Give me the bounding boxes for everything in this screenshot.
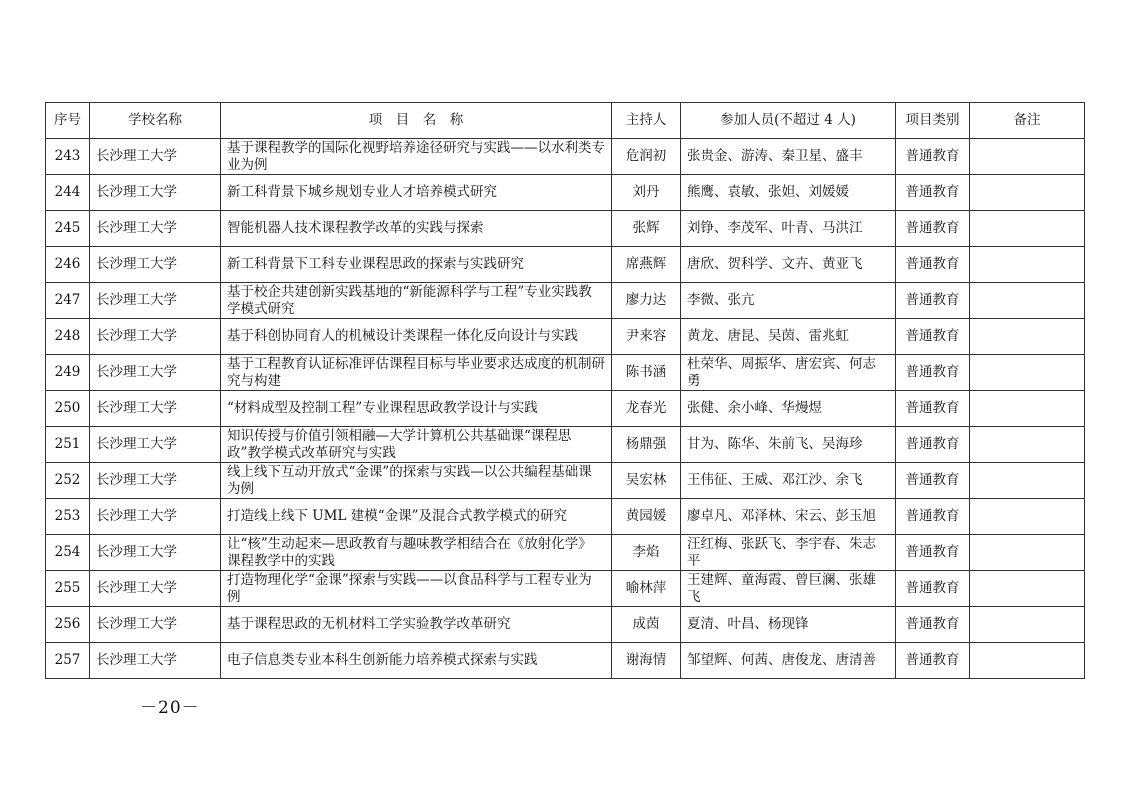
cell-host: 尹来容 (612, 319, 681, 355)
cell-host: 龙春光 (612, 391, 681, 427)
cell-type: 普通教育 (896, 139, 970, 175)
cell-host: 李焰 (612, 535, 681, 571)
cell-no: 243 (46, 139, 90, 175)
cell-no: 247 (46, 283, 90, 319)
cell-school: 长沙理工大学 (90, 463, 221, 499)
cell-type: 普通教育 (896, 283, 970, 319)
cell-school: 长沙理工大学 (90, 499, 221, 535)
header-note: 备注 (970, 103, 1085, 139)
cell-host: 危润初 (612, 139, 681, 175)
cell-school: 长沙理工大学 (90, 283, 221, 319)
cell-school: 长沙理工大学 (90, 247, 221, 283)
table-row (46, 175, 1085, 211)
header-school: 学校名称 (90, 103, 221, 139)
table-row (46, 355, 1085, 391)
cell-type: 普通教育 (896, 643, 970, 679)
table-row (46, 643, 1085, 679)
cell-title: 基于工程教育认证标准评估课程目标与毕业要求达成度的机制研究与构建 (221, 355, 612, 391)
cell-members: 夏清、叶昌、杨现锋 (681, 607, 896, 643)
cell-school: 长沙理工大学 (90, 427, 221, 463)
cell-title: 打造线上线下 UML 建模“金课”及混合式教学模式的研究 (221, 499, 612, 535)
cell-host: 黄园媛 (612, 499, 681, 535)
cell-members: 刘铮、李茂军、叶青、马洪江 (681, 211, 896, 247)
cell-host: 谢海情 (612, 643, 681, 679)
table-row (46, 139, 1085, 175)
cell-school: 长沙理工大学 (90, 607, 221, 643)
cell-school: 长沙理工大学 (90, 319, 221, 355)
cell-no: 252 (46, 463, 90, 499)
cell-no: 256 (46, 607, 90, 643)
cell-title: 基于课程教学的国际化视野培养途径研究与实践——以水利类专业为例 (221, 139, 612, 175)
cell-note (970, 607, 1085, 643)
cell-no: 251 (46, 427, 90, 463)
cell-school: 长沙理工大学 (90, 175, 221, 211)
cell-title: 基于课程思政的无机材料工学实验教学改革研究 (221, 607, 612, 643)
cell-school: 长沙理工大学 (90, 139, 221, 175)
cell-school: 长沙理工大学 (90, 643, 221, 679)
table-row (46, 607, 1085, 643)
cell-type: 普通教育 (896, 571, 970, 607)
cell-members: 唐欣、贺科学、文卉、黄亚飞 (681, 247, 896, 283)
cell-note (970, 247, 1085, 283)
cell-note (970, 463, 1085, 499)
table-row (46, 463, 1085, 499)
cell-type: 普通教育 (896, 391, 970, 427)
cell-note (970, 355, 1085, 391)
cell-note (970, 139, 1085, 175)
cell-members: 王伟征、王威、邓江沙、余飞 (681, 463, 896, 499)
cell-title: 线上线下互动开放式“金课”的探索与实践—以公共编程基础课为例 (221, 463, 612, 499)
cell-school: 长沙理工大学 (90, 211, 221, 247)
cell-members: 杜荣华、周振华、唐宏宾、何志勇 (681, 355, 896, 391)
cell-note (970, 211, 1085, 247)
cell-host: 席燕辉 (612, 247, 681, 283)
table-row (46, 499, 1085, 535)
cell-type: 普通教育 (896, 355, 970, 391)
cell-members: 李微、张亢 (681, 283, 896, 319)
cell-host: 成茵 (612, 607, 681, 643)
table-row (46, 391, 1085, 427)
cell-no: 245 (46, 211, 90, 247)
cell-no: 249 (46, 355, 90, 391)
table-row (46, 283, 1085, 319)
header-no: 序号 (46, 103, 90, 139)
cell-note (970, 643, 1085, 679)
cell-members: 王建辉、童海霞、曾巨澜、张雄飞 (681, 571, 896, 607)
cell-type: 普通教育 (896, 427, 970, 463)
cell-no: 250 (46, 391, 90, 427)
cell-no: 255 (46, 571, 90, 607)
cell-title: 基于科创协同育人的机械设计类课程一体化反向设计与实践 (221, 319, 612, 355)
cell-title: “材料成型及控制工程”专业课程思政教学设计与实践 (221, 391, 612, 427)
header-members: 参加人员(不超过 4 人) (681, 103, 896, 139)
cell-title: 基于校企共建创新实践基地的“新能源科学与工程”专业实践教学模式研究 (221, 283, 612, 319)
cell-type: 普通教育 (896, 211, 970, 247)
cell-host: 吴宏林 (612, 463, 681, 499)
cell-title: 让“核”生动起来—思政教育与趣味教学相结合在《放射化学》课程教学中的实践 (221, 535, 612, 571)
project-table (45, 102, 1085, 679)
cell-type: 普通教育 (896, 247, 970, 283)
cell-note (970, 319, 1085, 355)
cell-members: 黄龙、唐昆、吴茵、雷兆虹 (681, 319, 896, 355)
cell-members: 邹望辉、何茜、唐俊龙、唐清善 (681, 643, 896, 679)
cell-no: 254 (46, 535, 90, 571)
cell-host: 陈书涵 (612, 355, 681, 391)
cell-members: 甘为、陈华、朱前飞、吴海珍 (681, 427, 896, 463)
cell-school: 长沙理工大学 (90, 535, 221, 571)
cell-members: 廖卓凡、邓泽林、宋云、彭玉旭 (681, 499, 896, 535)
cell-note (970, 427, 1085, 463)
cell-note (970, 175, 1085, 211)
cell-type: 普通教育 (896, 175, 970, 211)
table-row (46, 319, 1085, 355)
table-header-row (46, 103, 1085, 139)
cell-host: 杨鼎强 (612, 427, 681, 463)
cell-no: 248 (46, 319, 90, 355)
cell-note (970, 571, 1085, 607)
cell-no: 257 (46, 643, 90, 679)
cell-members: 汪红梅、张跃飞、李宇春、朱志平 (681, 535, 896, 571)
header-title: 项 目 名 称 (221, 103, 612, 139)
cell-title: 知识传授与价值引领相融—大学计算机公共基础课“课程思政”教学模式改革研究与实践 (221, 427, 612, 463)
cell-members: 张贵金、游涛、秦卫星、盛丰 (681, 139, 896, 175)
table-row (46, 211, 1085, 247)
header-host: 主持人 (612, 103, 681, 139)
table-row (46, 535, 1085, 571)
cell-type: 普通教育 (896, 319, 970, 355)
cell-school: 长沙理工大学 (90, 355, 221, 391)
cell-type: 普通教育 (896, 535, 970, 571)
cell-title: 打造物理化学“金课”探索与实践——以食品科学与工程专业为例 (221, 571, 612, 607)
cell-type: 普通教育 (896, 463, 970, 499)
header-type: 项目类别 (896, 103, 970, 139)
cell-no: 246 (46, 247, 90, 283)
cell-note (970, 535, 1085, 571)
cell-note (970, 391, 1085, 427)
cell-title: 新工科背景下城乡规划专业人才培养模式研究 (221, 175, 612, 211)
cell-note (970, 283, 1085, 319)
cell-members: 熊鹰、袁敏、张妲、刘媛媛 (681, 175, 896, 211)
page-number: －20－ (140, 698, 200, 718)
cell-type: 普通教育 (896, 499, 970, 535)
cell-note (970, 499, 1085, 535)
table-row (46, 427, 1085, 463)
cell-title: 智能机器人技术课程教学改革的实践与探索 (221, 211, 612, 247)
cell-school: 长沙理工大学 (90, 391, 221, 427)
cell-school: 长沙理工大学 (90, 571, 221, 607)
cell-type: 普通教育 (896, 607, 970, 643)
cell-members: 张健、余小峰、华熳煜 (681, 391, 896, 427)
cell-title: 新工科背景下工科专业课程思政的探索与实践研究 (221, 247, 612, 283)
cell-host: 张辉 (612, 211, 681, 247)
table-row (46, 247, 1085, 283)
cell-no: 253 (46, 499, 90, 535)
cell-no: 244 (46, 175, 90, 211)
cell-host: 刘丹 (612, 175, 681, 211)
table-row (46, 571, 1085, 607)
cell-host: 喻林萍 (612, 571, 681, 607)
cell-host: 廖力达 (612, 283, 681, 319)
cell-title: 电子信息类专业本科生创新能力培养模式探索与实践 (221, 643, 612, 679)
